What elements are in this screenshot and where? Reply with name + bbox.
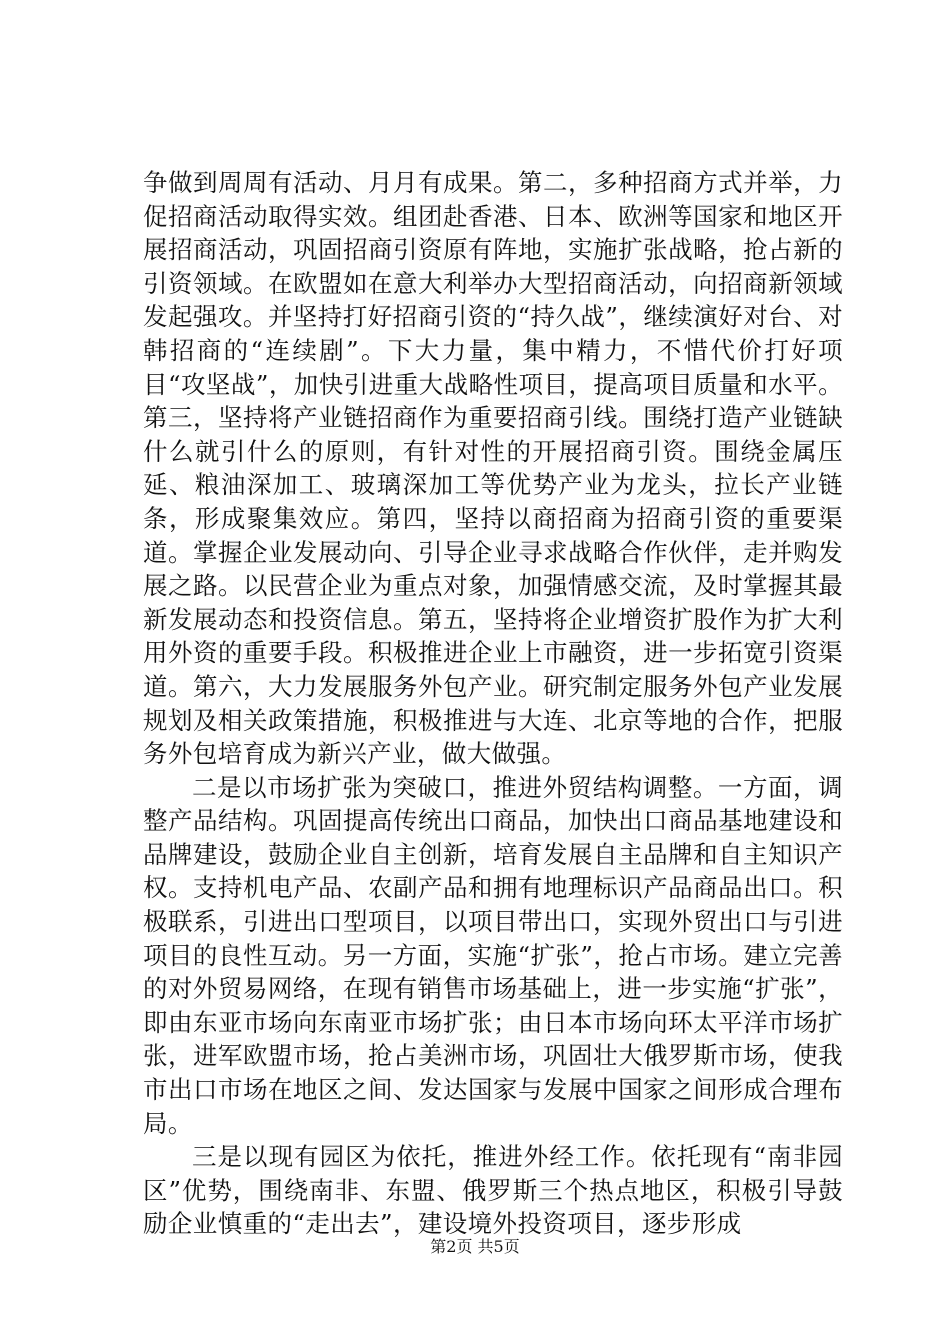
paragraph-1: 争做到周周有活动、月月有成果。第二，多种招商方式并举，力促招商活动取得实效。组团赴香港、日本、欧洲等国家和地区开展招商活动，巩固招商引资原有阵地，实施扩张战略，抢占新的引资领域。在欧盟如在意大利举办大型招商活动，向招商新领域发起强攻。并坚持打好招商引资的“持久战”，继续演好对台、对韩招商的“连续剧”。下大力量，集中精力，不惜代价打好项目“攻坚战”，加快引进重大战略性项目，提高项目质量和水平。第三，坚持将产业链招商作为重要招商引线。围绕打造产业链缺什么就引什么的原则，有针对性的开展招商引资。围绕金属压延、粮油深加工、玻璃深加工等优势产业为龙头，拉长产业链条，形成聚集效应。第四，坚持以商招商为招商引资的重要渠道。掌握企业发展动向、引导企业寻求战略合作伙伴，走并购发展之路。以民营企业为重点对象，加强情感交流，及时掌握其最新发展动态和投资信息。第五，坚持将企业增资扩股作为扩大利用外资的重要手段。积极推进企业上市融资，进一步拓宽引资渠道。第六，大力发展服务外包产业。研究制定服务外包产业发展规划及相关政策措施，积极推进与大连、北京等地的合作，把服务外包培育成为新兴产业，做大做强。 (143, 168, 843, 769)
paragraph-2: 二是以市场扩张为突破口，推进外贸结构调整。一方面，调整产品结构。巩固提高传统出口商品，加快出口商品基地建设和品牌建设，鼓励企业自主创新，培育发展自主品牌和自主知识产权。支持机电产品、农副产品和拥有地理标识产品商品出口。积极联系，引进出口型项目，以项目带出口，实现外贸出口与引进项目的良性互动。另一方面，实施“扩张”，抢占市场。建立完善的对外贸易网络，在现有销售市场基础上，进一步实施“扩张”，即由东亚市场向东南亚市场扩张；由日本市场向环太平洋市场扩张，进军欧盟市场，抢占美洲市场，巩固壮大俄罗斯市场，使我市出口市场在地区之间、发达国家与发展中国家之间形成合理布局。 (143, 772, 843, 1138)
document-body (143, 166, 843, 1241)
page-footer: 第2页 共5页 (430, 1237, 520, 1256)
paragraph-3: 三是以现有园区为依托，推进外经工作。依托现有“南非园区”优势，围绕南非、东盟、俄罗斯三个热点地区，积极引导鼓励企业慎重的“走出去”，建设境外投资项目，逐步形成 (143, 1142, 843, 1239)
